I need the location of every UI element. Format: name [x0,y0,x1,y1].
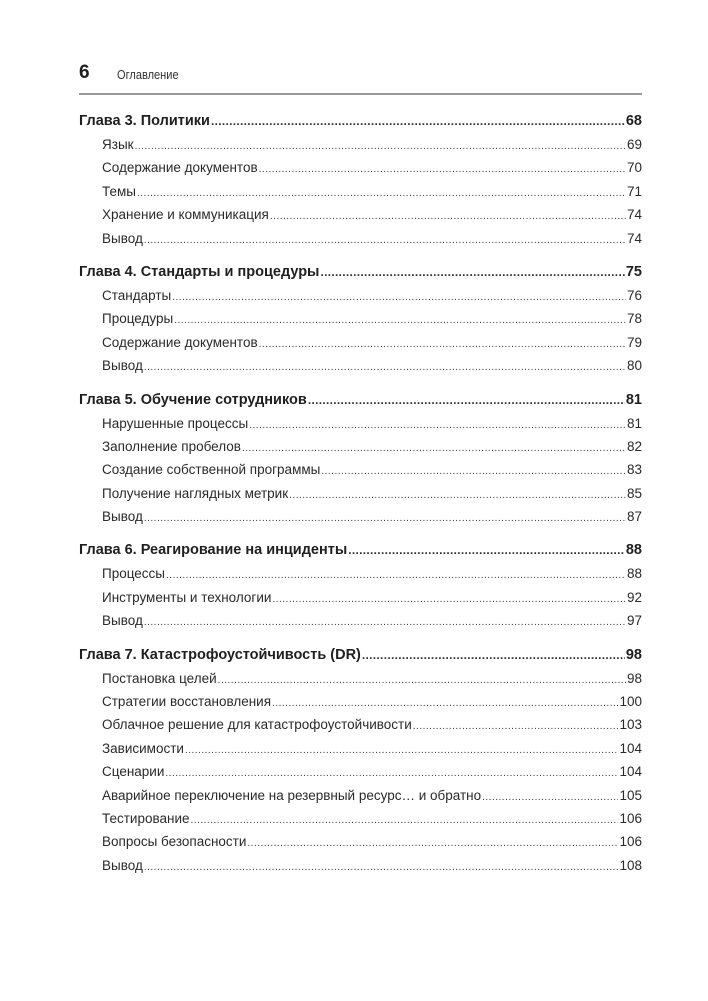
page-header [79,62,640,87]
toc-chapter-entry[interactable] [79,542,642,566]
toc-section-entry[interactable] [79,416,642,439]
entry-page-number: 106 [619,810,642,826]
toc-section-entry[interactable] [79,231,642,254]
dot-leader [308,393,625,407]
entry-page-number: 85 [626,485,642,501]
entry-page-number: 74 [626,230,642,246]
toc-chapter [79,113,642,254]
entry-page-number: 81 [626,415,642,431]
dot-leader [174,315,626,326]
toc-chapter-entry[interactable] [79,392,642,416]
entry-title: Постановка целей [102,670,217,686]
entry-page-number: 74 [626,207,642,223]
toc-section-entry[interactable] [79,207,642,230]
entry-title: Глава 6. Реагирование на инциденты [79,542,348,559]
header-rule [79,93,642,95]
dot-leader [242,443,626,454]
toc-section-entry[interactable] [79,811,642,834]
entry-title: Содержание документов [102,160,258,176]
toc-chapter [79,392,642,533]
dot-leader [144,235,626,246]
entry-title: Аварийное переключение на резервный ресурс… и обратно [102,787,482,803]
dot-leader [320,265,624,279]
toc-section-entry[interactable] [79,288,642,311]
entry-title: Процедуры [102,311,174,327]
entry-page-number: 70 [626,160,642,176]
entry-page-number: 76 [626,287,642,303]
entry-title: Заполнение пробелов [102,438,241,454]
entry-page-number: 83 [626,462,642,478]
page-number: 6 [79,62,90,83]
toc-section-entry[interactable] [79,566,642,589]
toc-section-entry[interactable] [79,358,642,381]
dot-leader [172,292,626,303]
running-title: Оглавление [117,67,179,82]
dot-leader [144,862,619,873]
entry-page-number: 92 [626,589,642,605]
entry-page-number: 80 [626,358,642,374]
entry-title: Вопросы безопасности [102,834,247,850]
toc-section-entry[interactable] [79,509,642,532]
dot-leader [165,768,618,779]
toc-section-entry[interactable] [79,486,642,509]
dot-leader [144,617,626,628]
dot-leader [259,339,626,350]
entry-page-number: 88 [625,542,642,559]
dot-leader [135,141,626,152]
entry-title: Стратегии восстановления [102,694,272,710]
dot-leader [259,164,626,175]
entry-title: Хранение и коммуникация [102,207,269,223]
entry-title: Стандарты [102,287,172,303]
entry-page-number: 97 [626,613,642,629]
entry-page-number: 68 [625,113,642,129]
toc-chapter [79,542,642,636]
entry-title: Сценарии [102,764,165,780]
entry-title: Тестирование [102,810,190,826]
toc-section-entry[interactable] [79,462,642,485]
dot-leader [272,698,618,709]
dot-leader [289,490,626,501]
toc-chapter [79,264,642,382]
entry-title: Глава 4. Стандарты и процедуры [79,263,320,280]
toc-chapter-entry[interactable] [79,264,642,288]
entry-page-number: 105 [619,787,642,803]
entry-page-number: 100 [619,694,642,710]
toc-chapter [79,647,642,882]
toc-section-entry[interactable] [79,311,642,334]
dot-leader [144,362,626,373]
toc-section-entry[interactable] [79,160,642,183]
toc-section-entry[interactable] [79,335,642,358]
entry-title: Глава 7. Катастрофоустойчивость (DR) [79,646,361,663]
entry-page-number: 79 [626,334,642,350]
entry-page-number: 87 [626,509,642,525]
entry-title: Облачное решение для катастрофоустойчивости [102,717,412,733]
toc-section-entry[interactable] [79,741,642,764]
toc-section-entry[interactable] [79,694,642,717]
entry-page-number: 104 [619,764,642,780]
entry-page-number: 106 [619,834,642,850]
toc-section-entry[interactable] [79,858,642,881]
entry-page-number: 88 [626,566,642,582]
entry-page-number: 69 [626,137,642,152]
toc-section-entry[interactable] [79,671,642,694]
entry-title: Темы [102,183,136,199]
entry-title: Создание собственной программы [102,462,321,478]
entry-title: Глава 3. Политики [79,113,210,129]
entry-title: Вывод [102,857,143,873]
entry-title: Вывод [102,613,143,629]
toc-section-entry[interactable] [79,439,642,462]
entry-title: Нарушенные процессы [102,415,249,431]
dot-leader [321,466,626,477]
entry-page-number: 81 [625,391,642,408]
dot-leader [247,838,618,849]
dot-leader [249,420,626,431]
entry-title: Вывод [102,358,143,374]
toc-section-entry[interactable] [79,590,642,613]
dot-leader [211,114,625,128]
entry-title: Получение наглядных метрик [102,485,289,501]
entry-page-number: 75 [625,263,642,280]
entry-page-number: 98 [625,646,642,663]
dot-leader [413,721,619,732]
dot-leader [272,594,626,605]
dot-leader [482,792,618,803]
table-of-contents [79,113,642,891]
dot-leader [348,543,625,557]
dot-leader [144,513,626,524]
dot-leader [185,745,619,756]
dot-leader [218,675,626,686]
entry-title: Вывод [102,230,143,246]
dot-leader [191,815,619,826]
entry-page-number: 108 [619,857,642,873]
entry-title: Процессы [102,566,166,582]
entry-page-number: 71 [626,183,642,199]
entry-page-number: 78 [626,311,642,327]
toc-section-entry[interactable] [79,137,642,160]
toc-section-entry[interactable] [79,764,642,787]
entry-page-number: 98 [626,670,642,686]
toc-section-entry[interactable] [79,834,642,857]
entry-page-number: 104 [619,740,642,756]
entry-title: Содержание документов [102,334,258,350]
dot-leader [137,188,626,199]
toc-section-entry[interactable] [79,717,642,740]
entry-title: Вывод [102,509,143,525]
entry-title: Глава 5. Обучение сотрудников [79,391,307,408]
toc-section-entry[interactable] [79,788,642,811]
entry-title: Язык [102,137,134,152]
entry-page-number: 103 [619,717,642,733]
toc-section-entry[interactable] [79,184,642,207]
dot-leader [270,211,626,222]
dot-leader [166,570,626,581]
toc-chapter-entry[interactable] [79,113,642,137]
entry-page-number: 82 [626,438,642,454]
toc-chapter-entry[interactable] [79,647,642,671]
toc-section-entry[interactable] [79,613,642,636]
entry-title: Инструменты и технологии [102,589,272,605]
dot-leader [362,648,625,662]
entry-title: Зависимости [102,740,184,756]
